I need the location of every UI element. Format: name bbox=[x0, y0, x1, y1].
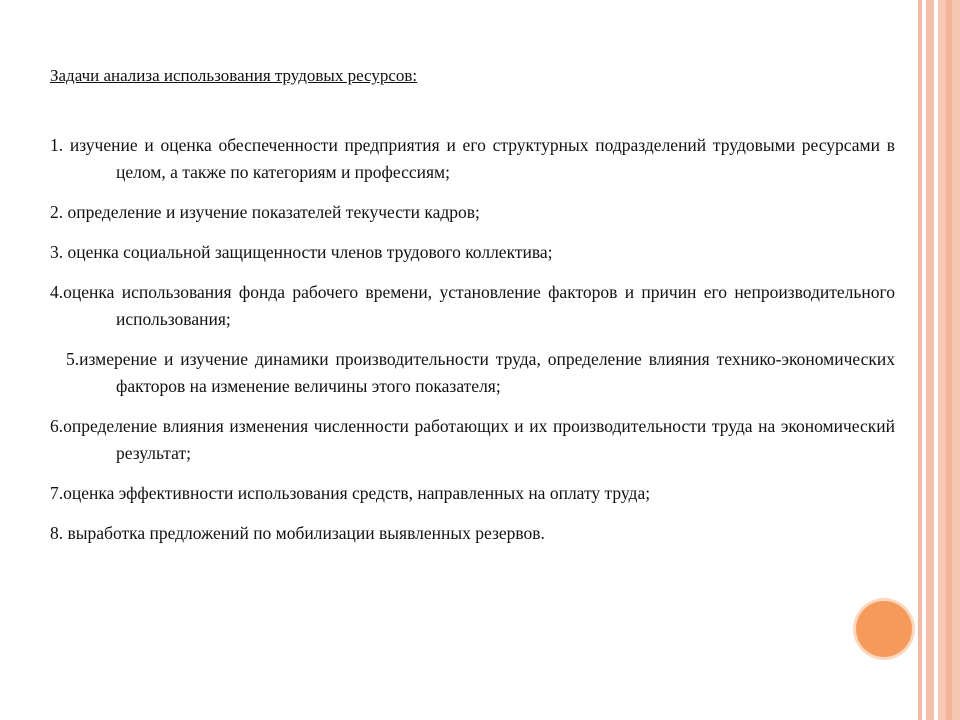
decorative-stripe bbox=[918, 0, 922, 720]
list-item-1: 1. изучение и оценка обеспеченности предприятия и его структурных подразделений трудовыми ресурсами в целом, а также по категориям и профессиям; bbox=[50, 135, 895, 182]
list-item-7: 7.оценка эффективности использования средств, направленных на оплату труда; bbox=[50, 483, 651, 503]
list-item-5: 5.измерение и изучение динамики производительности труда, определение влияния технико-экономических факторов на изменение величины этого показателя; bbox=[66, 349, 895, 396]
slide-content bbox=[50, 62, 895, 560]
decorative-circle bbox=[856, 601, 912, 657]
decorative-stripe bbox=[926, 0, 934, 720]
list-item-8: 8. выработка предложений по мобилизации выявленных резервов. bbox=[50, 523, 545, 543]
list-item-4: 4.оценка использования фонда рабочего времени, установление факторов и причин его непроизводительного использования; bbox=[50, 282, 895, 329]
list-item-3: 3. оценка социальной защищенности членов трудового коллектива; bbox=[50, 242, 553, 262]
list-item-2: 2. определение и изучение показателей текучести кадров; bbox=[50, 202, 480, 222]
decorative-stripe bbox=[946, 0, 952, 720]
slide-heading: Задачи анализа использования трудовых ресурсов: bbox=[50, 66, 418, 85]
list-item-6: 6.определение влияния изменения численности работающих и их производительности труда на экономический результат; bbox=[50, 416, 895, 463]
